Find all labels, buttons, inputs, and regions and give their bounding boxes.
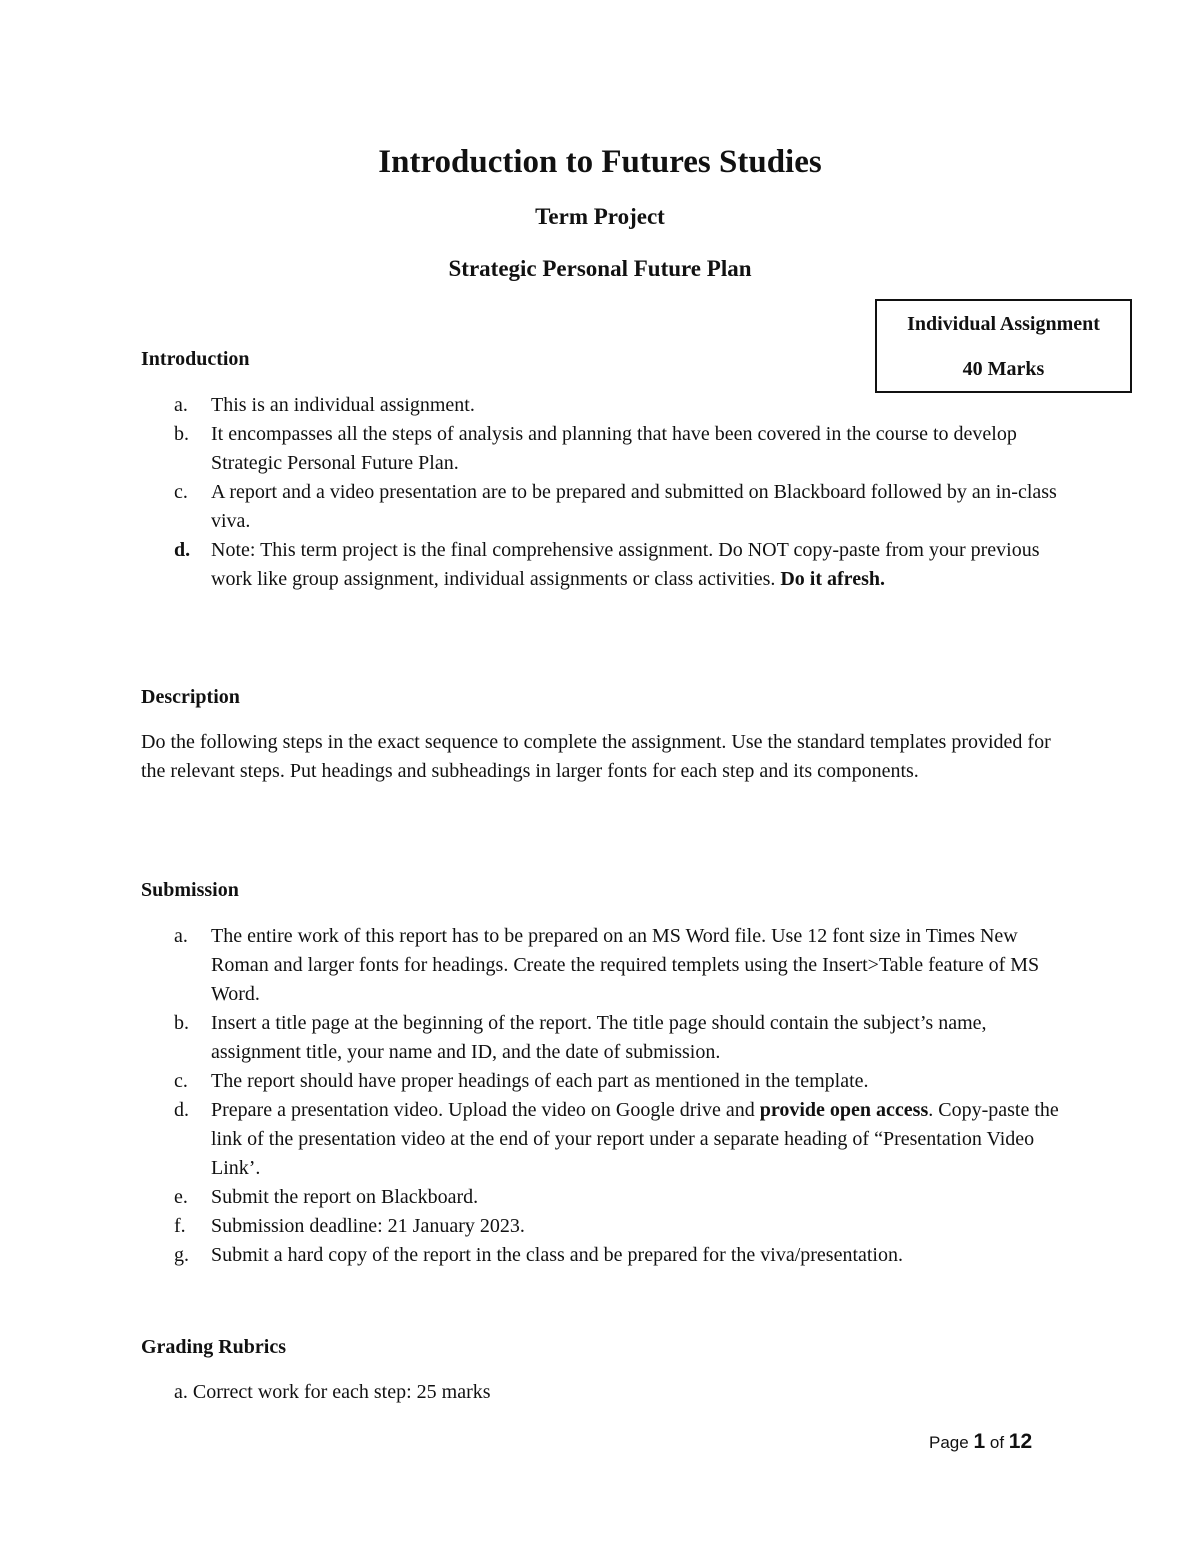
list-item-text-after: . Copy-paste the link of the presentation video at the end of your report under a separate heading of “Presentation Video Link’. (211, 1099, 1059, 1179)
list-item-text: The entire work of this report has to be prepared on an MS Word file. Use 12 font size in Times New Roman and larger fonts for headings. Create the required templets using the Insert>Table feature of MS Word. (211, 925, 1040, 1005)
list-marker: g. (174, 1244, 189, 1266)
document-subtitle-term-project: Term Project (535, 204, 665, 229)
list-marker: f. (174, 1215, 186, 1237)
list-item (141, 478, 1071, 536)
page-label: Page (929, 1433, 969, 1452)
list-item-text: Note: This term project is the final comprehensive assignment. Do NOT copy-paste from your previous work like group assignment, individual assignments or class activities. (211, 539, 1040, 590)
submission-list (141, 922, 1071, 1270)
list-marker: c. (174, 481, 188, 503)
list-item-text: Prepare a presentation video. Upload the video on Google drive and (211, 1099, 760, 1121)
list-marker: e. (174, 1186, 188, 1208)
list-item-text: A report and a video presentation are to be prepared and submitted on Blackboard followed by an in-class viva. (211, 481, 1057, 532)
list-item (141, 420, 1071, 478)
introduction-heading: Introduction (141, 348, 250, 370)
current-page-number: 1 (973, 1430, 986, 1453)
list-item (141, 1241, 1071, 1270)
total-page-count: 12 (1008, 1430, 1033, 1453)
list-marker: c. (174, 1070, 188, 1092)
submission-heading: Submission (141, 879, 239, 901)
description-heading: Description (141, 686, 240, 708)
list-item-bold-text: Do it afresh. (780, 568, 885, 590)
introduction-list (141, 391, 1071, 594)
page-footer (929, 1428, 1032, 1457)
list-marker: b. (174, 423, 189, 445)
assignment-info-box (875, 299, 1132, 393)
list-item (141, 1067, 1071, 1096)
list-item-text: This is an individual assignment. (211, 394, 475, 416)
list-item-text: The report should have proper headings of each part as mentioned in the template. (211, 1070, 869, 1092)
list-item-text: It encompasses all the steps of analysis and planning that have been covered in the course to develop Strategic Personal Future Plan. (211, 423, 1017, 474)
list-item (141, 1096, 1071, 1183)
list-item (141, 1009, 1071, 1067)
list-item (141, 922, 1071, 1009)
of-label: of (989, 1433, 1005, 1452)
list-item-text: Insert a title page at the beginning of the report. The title page should contain the subject’s name, assignment title, your name and ID, and the date of submission. (211, 1012, 987, 1063)
document-title: Introduction to Futures Studies (378, 144, 822, 180)
grading-heading: Grading Rubrics (141, 1336, 287, 1358)
list-item (141, 391, 1071, 420)
description-paragraph: Do the following steps in the exact sequence to complete the assignment. Use the standard templates provided for the relevant steps. Put headings and subheadings in larger fonts for each step and its components. (141, 731, 1051, 782)
list-item-text: Submit a hard copy of the report in the class and be prepared for the viva/presentation. (211, 1244, 903, 1266)
assignment-marks: 40 Marks (962, 358, 1045, 380)
assignment-type: Individual Assignment (907, 313, 1100, 335)
document-subtitle-plan: Strategic Personal Future Plan (448, 256, 752, 281)
list-item-text: Submit the report on Blackboard. (211, 1186, 479, 1208)
list-item (141, 1183, 1071, 1212)
list-marker: d. (174, 539, 191, 561)
list-item (141, 1212, 1071, 1241)
list-marker: b. (174, 1012, 189, 1034)
list-item-text: Submission deadline: 21 January 2023. (211, 1215, 525, 1237)
grading-item: a. Correct work for each step: 25 marks (174, 1381, 491, 1403)
list-marker: d. (174, 1099, 189, 1121)
list-marker: a. (174, 394, 188, 416)
list-item-bold-text: provide open access (759, 1099, 929, 1121)
list-marker: a. (174, 925, 188, 947)
list-item (141, 536, 1071, 594)
